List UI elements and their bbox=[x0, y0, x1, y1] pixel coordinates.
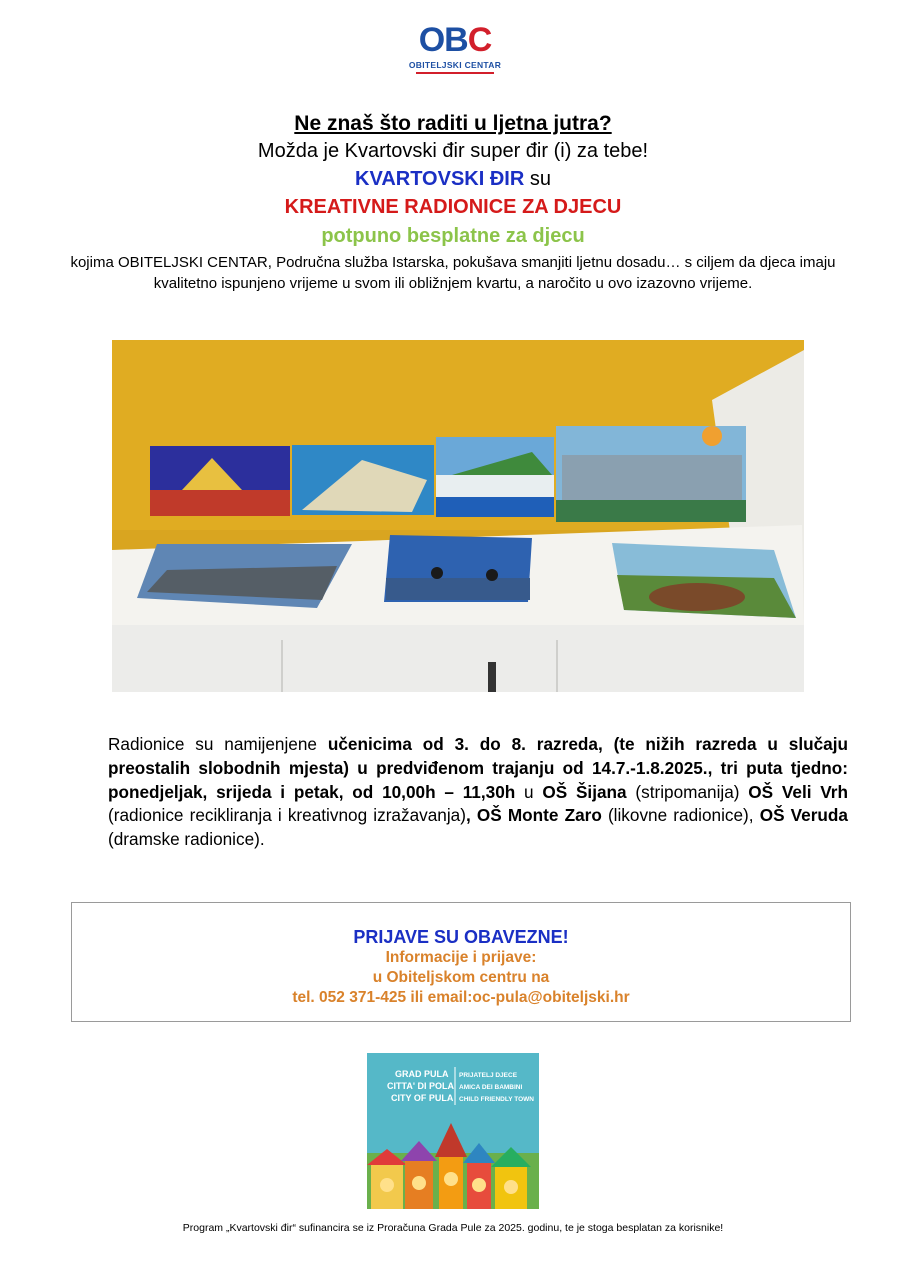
headline-tagline: Možda je Kvartovski đir super đir (i) za tebe! bbox=[257, 140, 649, 162]
badge-friend-line: PRIJATELJ DJECE bbox=[459, 1072, 518, 1079]
paintings-photo bbox=[112, 340, 804, 692]
info-location: u Obiteljskom centru na bbox=[372, 969, 550, 986]
headline-question: Ne znaš što raditi u ljetna jutra? bbox=[294, 112, 612, 135]
info-label: Informacije i prijave: bbox=[385, 949, 537, 966]
brand-suffix: su bbox=[524, 168, 551, 190]
registration-box bbox=[71, 902, 851, 1022]
audience-and-schedule: učenicima od 3. do 8. razreda, (te nižih razreda u slučaju preostalih slobodnih mjesta) u predviđenom trajanju od 14.7.-1.8.2025., tri puta tjedno: ponedjeljak, srijeda i petak, od 10,00h – 11,30h bbox=[108, 734, 848, 802]
brand-name: KVARTOVSKI ĐIR bbox=[355, 168, 525, 190]
logo-underline bbox=[416, 72, 494, 74]
child-friendly-city-badge bbox=[367, 1053, 539, 1209]
logo-mark: OBC bbox=[418, 21, 492, 59]
headline-brand-line bbox=[0, 168, 906, 191]
intro-paragraph: kojima OBITELJSKI CENTAR, Područna služba Istarska, pokušava smanjiti ljetnu dosadu… s ciljem da djeca imaju kvalitetno ispunjeno vrijeme u svom ili obližnjem kvartu, a naročito u ovo izazovno vrijeme. bbox=[70, 254, 836, 292]
school-veli-vrh: OŠ Veli Vrh bbox=[748, 781, 848, 802]
headline-free: potpuno besplatne za djecu bbox=[321, 225, 585, 247]
school-monte-zaro: , OŠ Monte Zaro bbox=[465, 805, 602, 826]
school-veruda: OŠ Veruda bbox=[759, 805, 848, 826]
logo-subtitle: OBITELJSKI CENTAR bbox=[408, 60, 502, 70]
badge-city-line: CITTA' DI POLA bbox=[387, 1081, 454, 1091]
badge-friend-line: CHILD FRIENDLY TOWN bbox=[459, 1096, 534, 1103]
badge-friend-line: AMICA DEI BAMBINI bbox=[459, 1084, 523, 1091]
headline-workshops: KREATIVNE RADIONICE ZA DJECU bbox=[284, 196, 622, 218]
registration-required: PRIJAVE SU OBAVEZNE! bbox=[353, 927, 569, 947]
badge-city-line: GRAD PULA bbox=[395, 1069, 449, 1079]
school-sijana: OŠ Šijana bbox=[542, 781, 627, 802]
workshop-details-paragraph: Radionice su namijenjene učenicima od 3. do 8. razreda, (te nižih razreda u slučaju preostalih slobodnih mjesta) u predviđenom trajanju od 14.7.-1.8.2025., tri puta tjedno: ponedjeljak, srijeda i petak, od 10,00h – 11,30h u OŠ Šijana (stripomanija) OŠ Veli Vrh (radionice recikliranja i kreativnog izražavanja), OŠ Monte Zaro (likovne radionice), OŠ Veruda (dramske radionice). bbox=[108, 734, 848, 850]
contact-details: tel. 052 371-425 ili email:oc-pula@obiteljski.hr bbox=[292, 989, 630, 1006]
obiteljski-centar-logo bbox=[405, 22, 505, 78]
funding-note: Program „Kvartovski đir“ sufinancira se iz Proračuna Grada Pule za 2025. godinu, te je stoga besplatan za korisnike! bbox=[182, 1222, 724, 1234]
badge-city-line: CITY OF PULA bbox=[391, 1093, 454, 1103]
